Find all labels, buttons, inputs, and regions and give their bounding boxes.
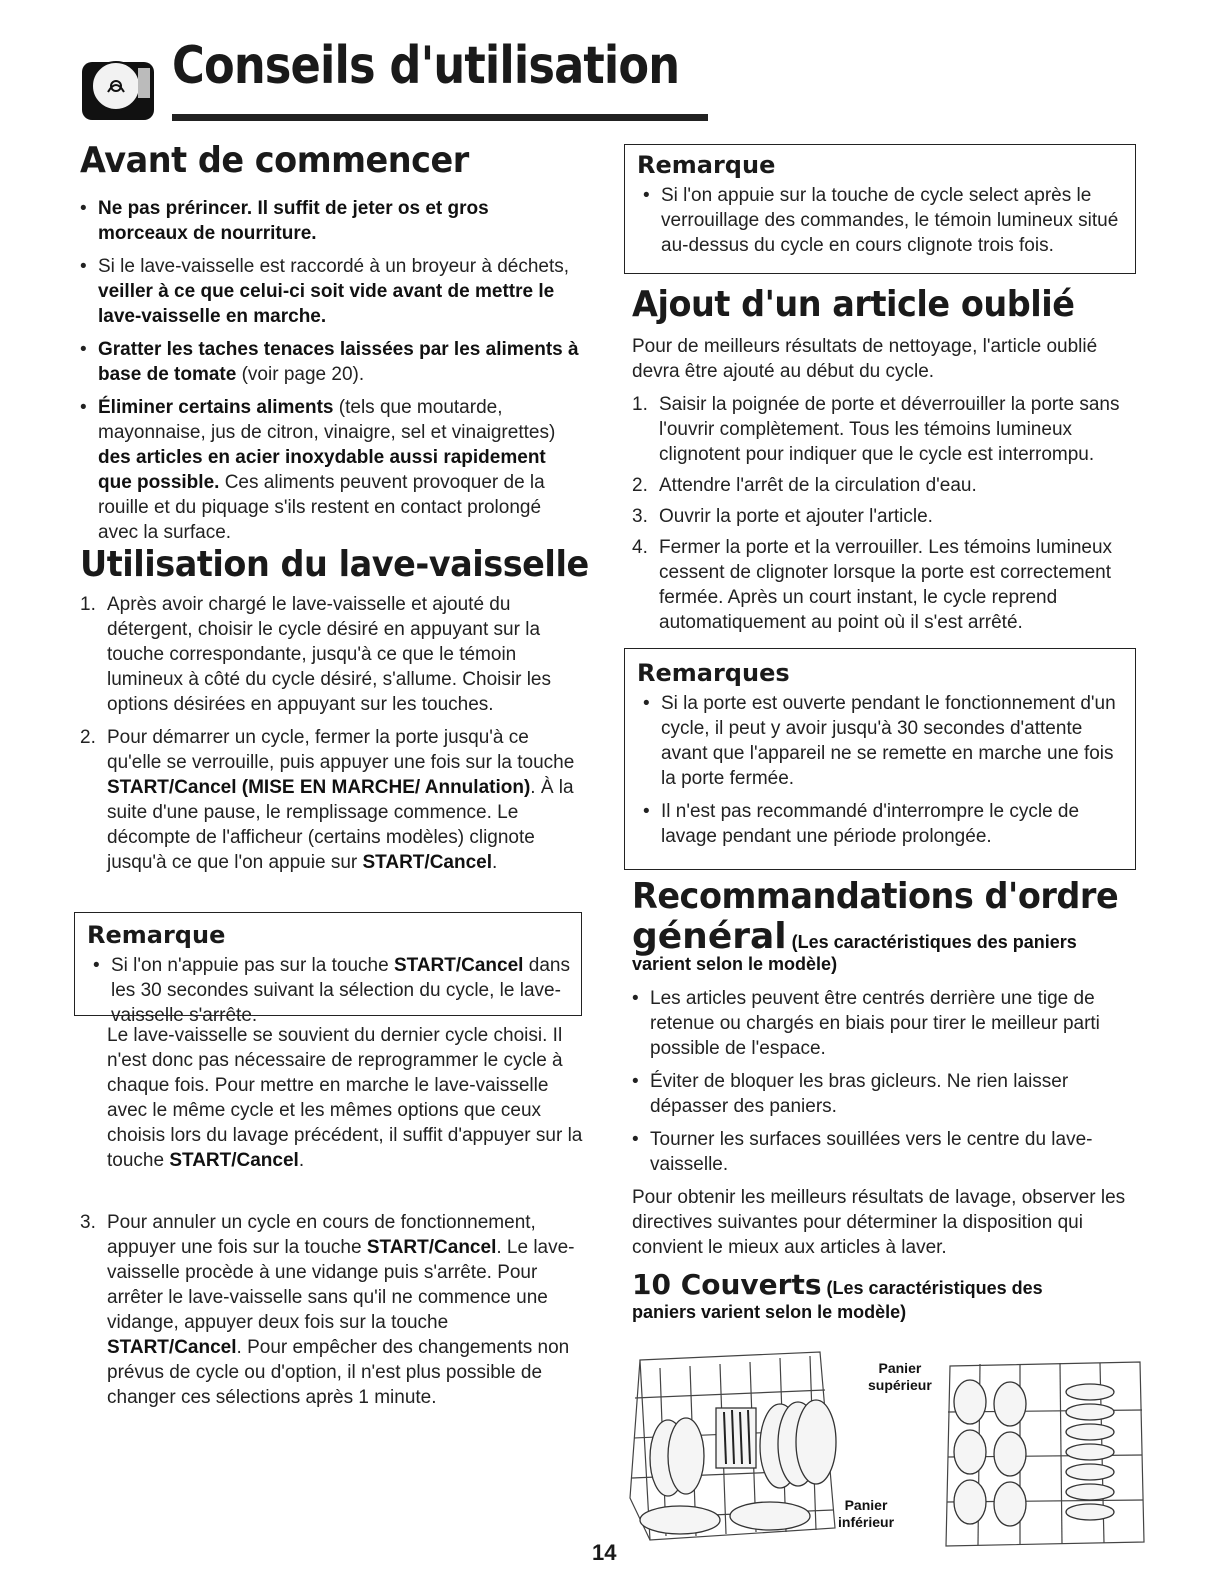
list-item: • Ne pas prérincer. Il suffit de jeter os et gros morceaux de nourriture. — [80, 196, 580, 246]
section-title-avant: Avant de commencer — [80, 140, 469, 181]
list-item: 1. Après avoir chargé le lave-vaisselle et ajouté du détergent, choisir le cycle désiré en appuyant sur la touche correspondante, jusqu'à ce que le témoin lumineux à côté du cycle désiré, s'allume. Choisir les options désirées en appuyant sur les touches. — [80, 594, 551, 715]
title-underline — [172, 114, 708, 121]
upper-rack-illustration — [940, 1352, 1150, 1552]
page-header — [80, 36, 680, 130]
section-title-ajout: Ajout d'un article oublié — [632, 284, 1075, 325]
section-title-reco: Recommandations d'ordre — [632, 876, 1119, 917]
note-title: Remarques — [637, 659, 790, 687]
note-title: Remarque — [87, 921, 226, 949]
reco-paragraph: Pour obtenir les meilleurs résultats de lavage, observer les directives suivantes pour déterminer la disposition qui convient le mieux aux articles à laver. — [632, 1187, 1126, 1258]
list-item: • Il n'est pas recommandé d'interrompre le cycle de lavage pendant une période prolongée. — [643, 799, 1125, 849]
list-item: 4. Fermer la porte et la verrouiller. Les témoins lumineux cessent de clignoter lorsque la porte est correctement fermée. Après un court instant, le cycle reprend automatiquement au point où il s'est arrêté. — [632, 537, 1113, 633]
note-box — [74, 912, 582, 1026]
section-title-utilisation: Utilisation du lave-vaisselle — [80, 544, 589, 585]
utilisation-steps — [80, 592, 585, 875]
list-item: 3. Pour annuler un cycle en cours de fonctionnement, appuyer une fois sur la touche START/Cancel. Le lave-vaisselle procède à une vidange puis s'arrête. Pour arrêter le lave-vaisselle sans qu'il ne commence une vidange, appuyer deux fois sur la touche START/Cancel. Pour empêcher des changements non prévus de cycle ou d'option, il n'est plus possible de changer ces sélections après 1 minute. — [80, 1212, 575, 1408]
list-item: • Si la porte est ouverte pendant le fonctionnement d'un cycle, il peut y avoir jusqu'à 30 secondes d'attente avant que l'appareil ne se remette en marche une fois la porte fermée. — [643, 691, 1125, 791]
note-box — [624, 144, 1136, 274]
list-item: • Si l'on n'appuie pas sur la touche START/Cancel dans les 30 secondes suivant la sélection du cycle, le lave-vaisselle s'arrête. — [93, 953, 571, 1028]
list-item: 1. Saisir la poignée de porte et déverrouiller la porte sans l'ouvrir complètement. Tous les témoins lumineux clignotent pour indiquer que le cycle est interrompu. — [632, 394, 1120, 465]
lower-rack-label: Panier inférieur — [838, 1497, 895, 1530]
list-item: • Si l'on appuie sur la touche de cycle select après le verrouillage des commandes, le témoin lumineux situé au-dessus du cycle en cours clignote trois fois. — [643, 183, 1125, 258]
reco-subtitle-2: varient selon le modèle) — [632, 954, 838, 974]
list-item: 2. Pour démarrer un cycle, fermer la porte jusqu'à ce qu'elle se verrouille, puis appuyer une fois sur la touche START/Cancel (MISE EN MARCHE/ Annulation). À la suite d'une pause, le remplissage commence. Le décompte de l'afficheur (certains modèles) clignote jusqu'à ce que l'on appuie sur START/Cancel. — [80, 727, 575, 873]
utilisation-step-3 — [80, 1210, 585, 1410]
list-item: 3. Ouvrir la porte et ajouter l'article. — [632, 506, 933, 527]
list-item: • Les articles peuvent être centrés derrière une tige de retenue ou chargés en biais pour tirer le meilleur parti possible de l'espace. — [632, 986, 1144, 1061]
note-box — [624, 648, 1136, 870]
note-title: Remarque — [637, 151, 776, 179]
list-item: • Si le lave-vaisselle est raccordé à un broyeur à déchets, veiller à ce que celui-ci soit vide avant de mettre le lave-vaisselle en marche. — [80, 254, 580, 329]
list-item: • Gratter les taches tenaces laissées par les aliments à base de tomate (voir page 20). — [80, 337, 580, 387]
couverts-title: 10 Couverts (Les caractéristiques des — [632, 1268, 1043, 1301]
reco-subtitle: général (Les caractéristiques des paniers — [632, 916, 1077, 957]
upper-rack-label: Panier supérieur — [868, 1360, 932, 1393]
list-item: • Éviter de bloquer les bras gicleurs. Ne rien laisser dépasser des paniers. — [632, 1069, 1144, 1119]
lightbulb-icon — [80, 48, 156, 124]
avant-bullets — [80, 196, 580, 545]
list-item: • Éliminer certains aliments (tels que moutarde, mayonnaise, jus de citron, vinaigre, sel et vinaigrettes) des articles en acier inoxydable aussi rapidement que possible. Ces aliments peuvent provoquer de la rouille et du piquage s'ils restent en contact prolongé avec la surface. — [80, 395, 580, 545]
list-item: • Tourner les surfaces souillées vers le centre du lave-vaisselle. — [632, 1127, 1144, 1177]
page-number: 14 — [592, 1540, 617, 1565]
ajout-content — [632, 334, 1147, 635]
ajout-intro: Pour de meilleurs résultats de nettoyage, l'article oublié devra être ajouté au début du cycle. — [632, 336, 1098, 382]
couverts-subtitle-2: paniers varient selon le modèle) — [632, 1302, 907, 1322]
list-item: 2. Attendre l'arrêt de la circulation d'eau. — [632, 475, 977, 496]
page-title: Conseils d'utilisation — [172, 36, 680, 96]
reco-content — [632, 986, 1144, 1260]
memory-paragraph: Le lave-vaisselle se souvient du dernier cycle choisi. Il n'est donc pas nécessaire de reprogrammer le cycle à chaque fois. Pour mettre en marche le lave-vaisselle avec le même cycle et les mêmes options que ceux choisis lors du lavage précédent, il suffit d'appuyer sur la touche START/Cancel. — [107, 1025, 583, 1171]
